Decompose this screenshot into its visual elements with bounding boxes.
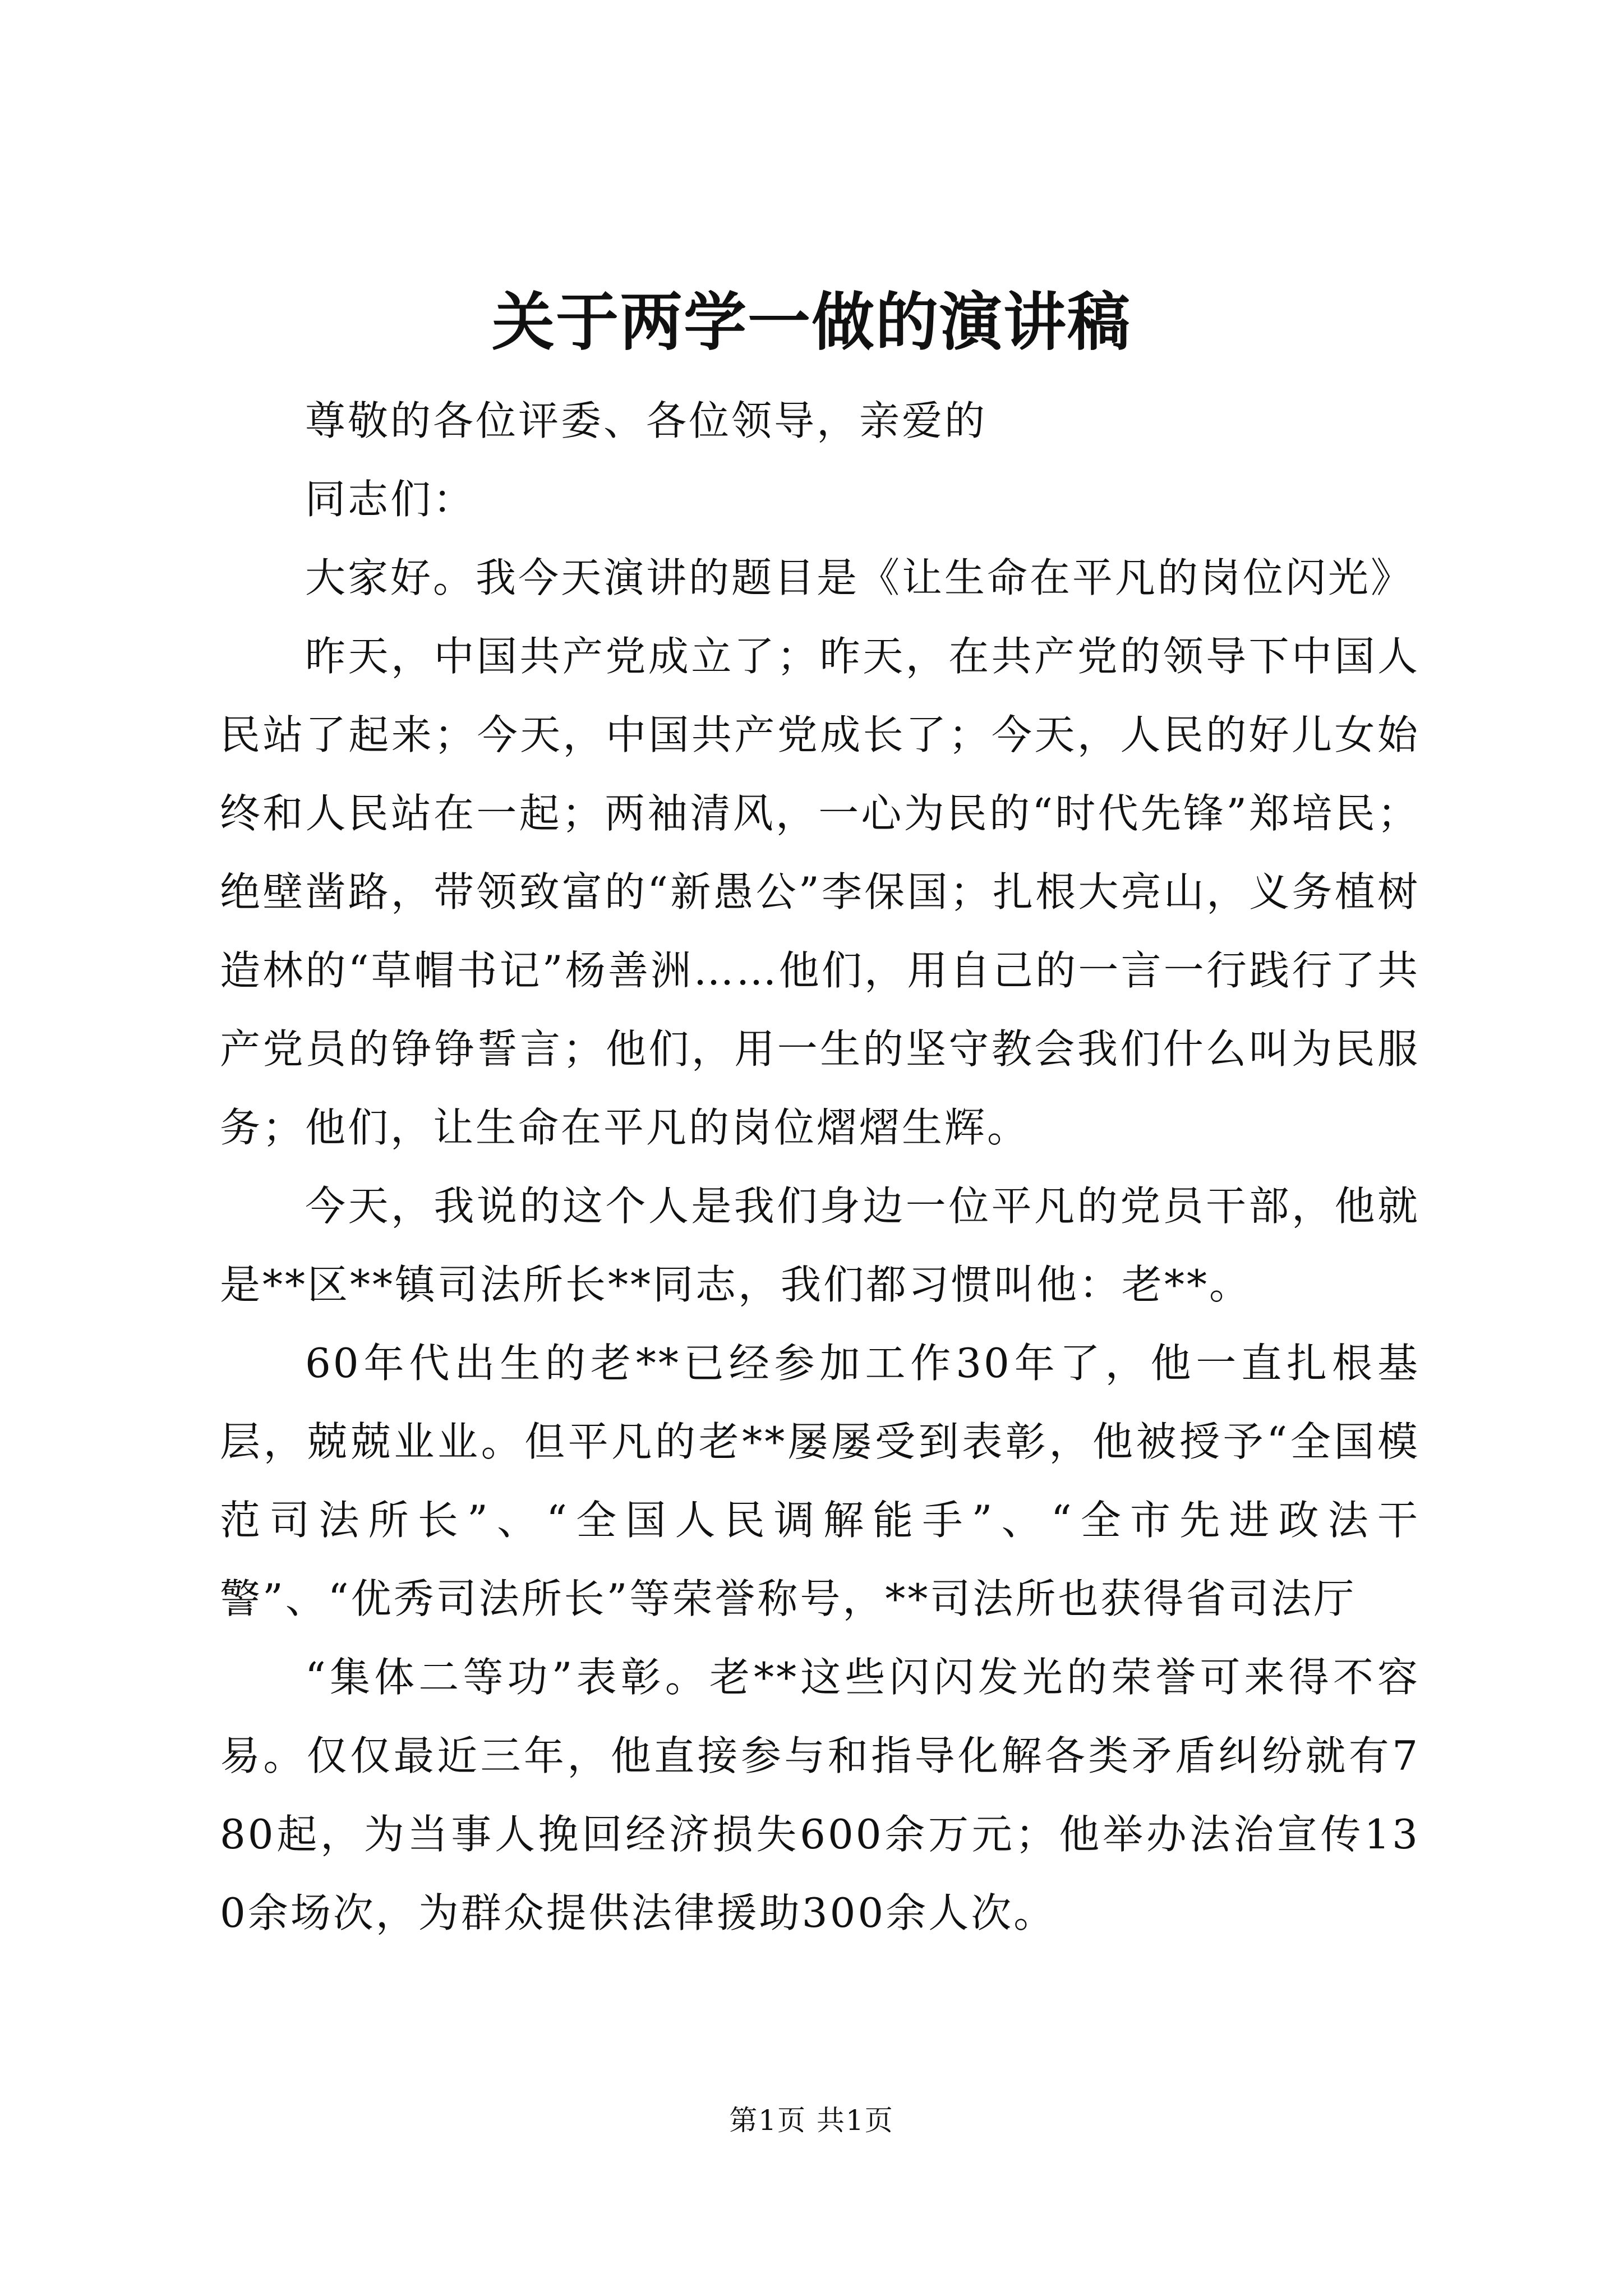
speech-topic-paragraph: 大家好。我今天演讲的题目是《让生命在平凡的岗位闪光》	[305, 554, 1414, 601]
body-paragraph: 今天，我说的这个人是我们身边一位平凡的党员干部，他就是**区**镇司法所长**同志，我们都习惯叫他：老**。	[220, 1182, 1420, 1308]
body-paragraph: 60年代出生的老**已经参加工作30年了，他一直扎根基层，兢兢业业。但平凡的老**屡屡受到表彰，他被授予“全国模范司法所长”、“全国人民调解能手”、“全市先进政法干警”、“优秀司法所长”等荣誉称号，**司法所也获得省司法厅	[220, 1340, 1420, 1622]
document-body	[220, 381, 1420, 1952]
body-paragraph: 昨天，中国共产党成立了；昨天，在共产党的领导下中国人民站了起来；今天，中国共产党成长了；今天，人民的好儿女始终和人民站在一起；两袖清风，一心为民的“时代先锋”郑培民；绝壁凿路，带领致富的“新愚公”李保国；扎根大亮山，义务植树造林的“草帽书记”杨善洲……他们，用自己的一言一行践行了共产党员的铮铮誓言；他们，用一生的坚守教会我们什么叫为民服务；他们，让生命在平凡的岗位熠熠生辉。	[220, 633, 1420, 1151]
salutation-line-2: 同志们：	[305, 476, 476, 523]
document-title: 关于两学一做的演讲稿	[492, 286, 1131, 359]
page-footer: 第1页 共1页	[729, 2104, 894, 2137]
salutation-line-1: 尊敬的各位评委、各位领导，亲爱的	[305, 397, 988, 444]
body-paragraph: “集体二等功”表彰。老**这些闪闪发光的荣誉可来得不容易。仅仅最近三年，他直接参与和指导化解各类矛盾纠纷就有780起，为当事人挽回经济损失600余万元；他举办法治宣传130余场次，为群众提供法律援助300余人次。	[220, 1654, 1420, 1936]
